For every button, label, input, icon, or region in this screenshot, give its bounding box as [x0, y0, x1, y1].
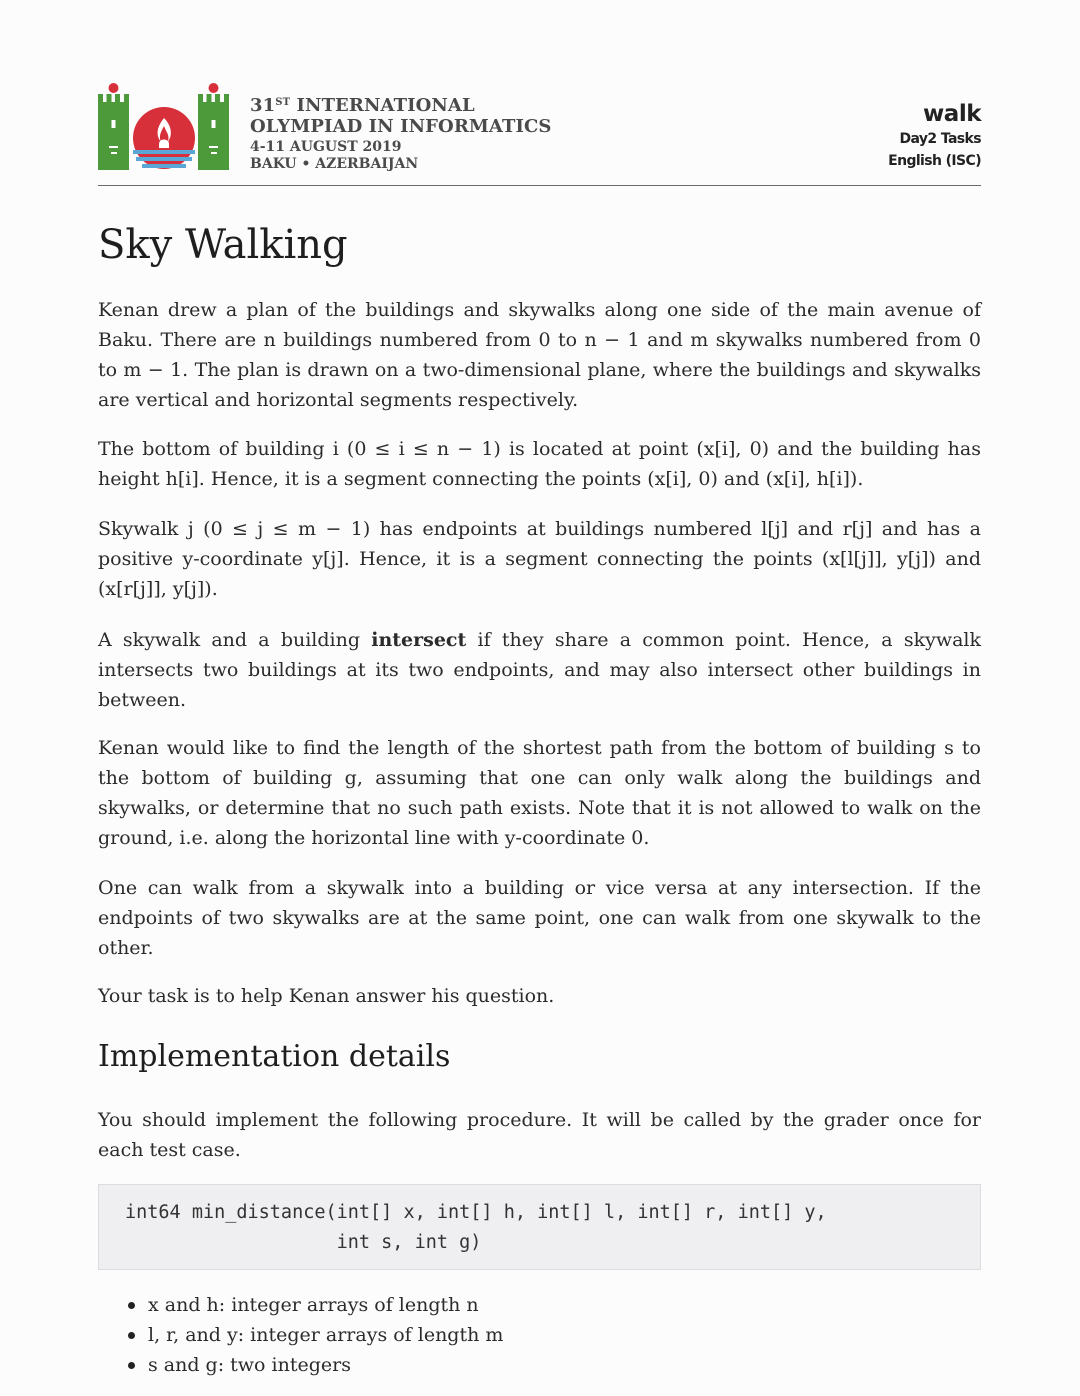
task-info — [888, 100, 981, 172]
paragraph-buildings: The bottom of building i (0 ≤ i ≤ n − 1) is located at point (x[i], 0) and the building has height h[i]. Hence, it is a segment connecting the points (x[i], 0) and (x[i], h[i]). — [98, 438, 981, 490]
paragraph-implement: You should implement the following procedure. It will be called by the grader once for each test case. — [98, 1109, 981, 1161]
page-title: Sky Walking — [98, 222, 348, 268]
header — [98, 78, 981, 186]
paragraph-intersect — [98, 625, 981, 715]
list-item: x and h: integer arrays of length n — [98, 1290, 503, 1320]
ioi-logo — [98, 80, 233, 172]
paragraph-skywalks: Skywalk j (0 ≤ j ≤ m − 1) has endpoints at buildings numbered l[j] and r[j] and has a positive y-coordinate y[j]. Hence, it is a segment connecting the points (x[l[j]], y[j]) and (x[r[j]], y[j]). — [98, 518, 981, 600]
organizer-block — [250, 92, 552, 173]
paragraph-task: Your task is to help Kenan answer his question. — [98, 985, 555, 1007]
parameter-list — [98, 1290, 503, 1380]
org-line-1: 31ST INTERNATIONAL — [250, 95, 475, 116]
task-day: Day2 Tasks — [899, 131, 981, 147]
code-block — [98, 1184, 981, 1270]
term-intersect: intersect — [371, 629, 467, 651]
code-line-1: int64 min_distance(int[] x, int[] h, int[] l, int[] r, int[] y, — [125, 1202, 827, 1223]
task-name: walk — [923, 101, 981, 127]
section-heading-implementation: Implementation details — [98, 1039, 451, 1074]
list-item: l, r, and y: integer arrays of length m — [98, 1320, 503, 1350]
paragraph-intersect-part1: A skywalk and a building — [98, 629, 372, 651]
org-line-2: OLYMPIAD IN INFORMATICS — [250, 116, 552, 137]
paragraph-shortest-path: Kenan would like to find the length of the shortest path from the bottom of building s to the bottom of building g, assuming that one can only walk along the buildings and skywalks, or determine that no such path exists. Note that it is not allowed to walk on the ground, i.e. along the horizontal line with y-coordinate 0. — [98, 737, 981, 849]
paragraph-intro: Kenan drew a plan of the buildings and skywalks along one side of the main avenue of Baku. There are n buildings numbered from 0 to n − 1 and m skywalks numbered from 0 to m − 1. The plan is drawn on a two-dimensional plane, where the buildings and skywalks are vertical and horizontal segments respectively. — [98, 299, 981, 411]
code-line-2: int s, int g) — [125, 1232, 482, 1253]
code-signature — [125, 1198, 827, 1258]
list-item: s and g: two integers — [98, 1350, 503, 1380]
task-language: English (ISC) — [888, 153, 981, 169]
org-line-3: 4-11 AUGUST 2019 — [250, 139, 402, 155]
org-line-4: BAKU • AZERBAIJAN — [250, 156, 419, 172]
paragraph-walk-rules: One can walk from a skywalk into a building or vice versa at any intersection. If the endpoints of two skywalks are at the same point, one can walk from one skywalk to the other. — [98, 877, 981, 959]
paragraph-intersect-part2: if they share a common point. Hence, a skywalk intersects two buildings at its two endpoints, and may also intersect other buildings in between. — [98, 629, 982, 711]
header-divider — [98, 185, 981, 186]
